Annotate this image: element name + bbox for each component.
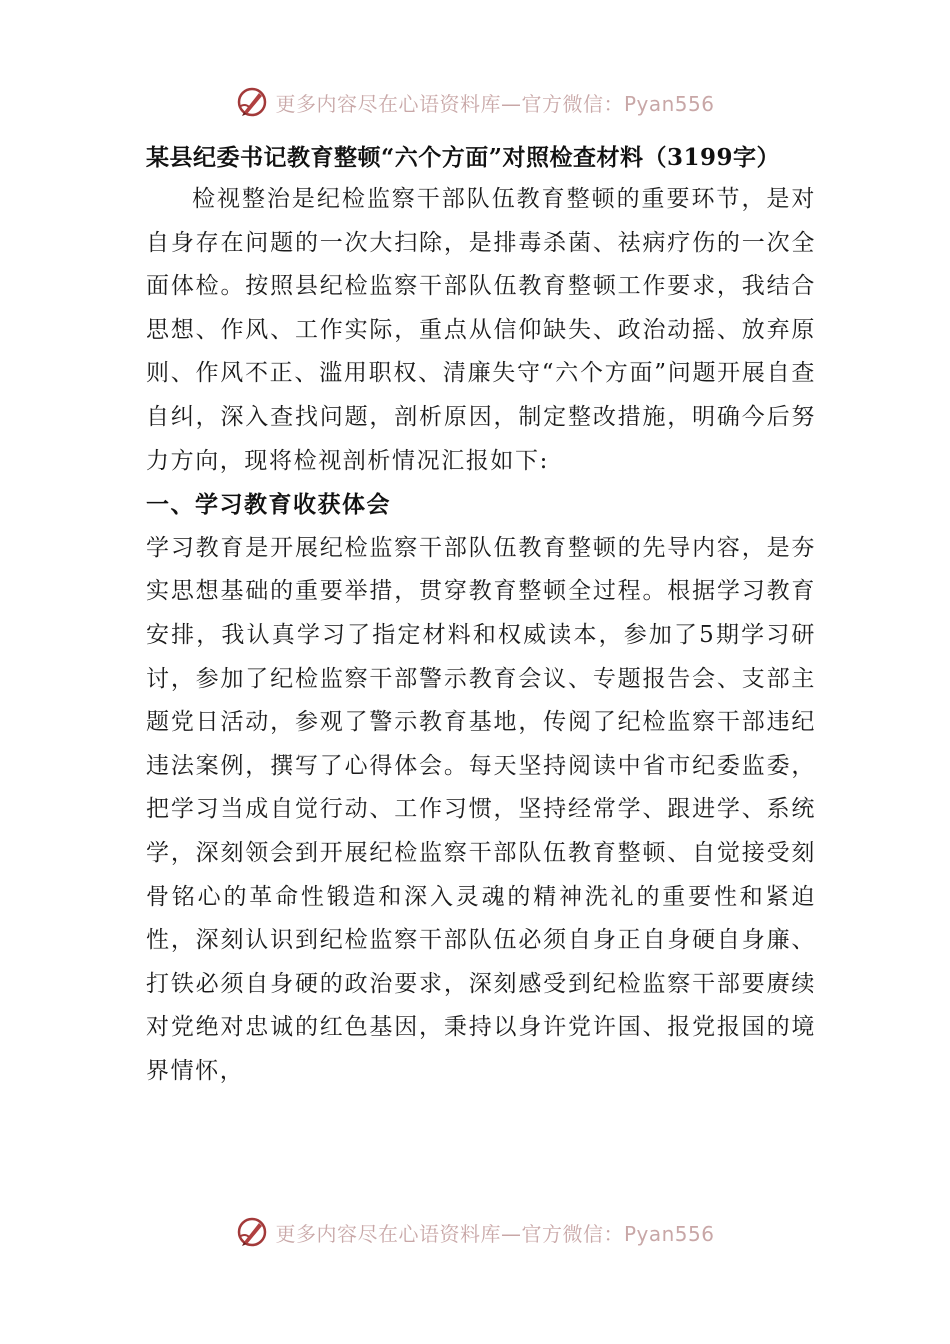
section-paragraph-1: 学习教育是开展纪检监察干部队伍教育整顿的先导内容，是夯实思想基础的重要举措，贯穿教育整顿全过程。根据学习教育安排，我认真学习了指定材料和权威读本，参加了5期学习研讨，参加了纪检监察干部警示教育会议、专题报告会、支部主题党日活动，参观了警示教育基地，传阅了纪检监察干部违纪违法案例，撰写了心得体会。每天坚持阅读中省市纪委监委，把学习当成自觉行动、工作习惯，坚持经常学、跟进学、系统学，深刻领会到开展纪检监察干部队伍教育整顿、自觉接受刻骨铭心的革命性锻造和深入灵魂的精神洗礼的重要性和紧迫性，深刻认识到纪检监察干部队伍必须自身正自身硬自身廉、打铁必须自身硬的政治要求，深刻感受到纪检监察干部要赓续对党绝对忠诚的红色基因，秉持以身许党许国、报党报国的境界情怀，: [146, 534, 816, 1084]
intro-paragraph: 检视整治是纪检监察干部队伍教育整顿的重要环节，是对自身存在问题的一次大扫除，是排毒杀菌、祛病疗伤的一次全面体检。按照县纪检监察干部队伍教育整顿工作要求，我结合思想、作风、工作实际，重点从信仰缺失、政治动摇、放弃原则、作风不正、滥用职权、清廉失守“六个方面”问题开展自查自纠，深入查找问题，剖析原因，制定整改措施，明确今后努力方向，现将检视剖析情况汇报如下:: [146, 186, 816, 474]
section-heading-1: 一、学习教育收获体会: [146, 491, 391, 519]
footer-banner: [0, 1212, 950, 1252]
document-body: [146, 140, 816, 1093]
header-banner: [0, 82, 950, 122]
footer-banner-text: 更多内容尽在心语资料库—官方微信：Pyan556: [275, 1221, 715, 1246]
pen-logo-icon: [235, 1215, 269, 1249]
header-banner-text: 更多内容尽在心语资料库—官方微信：Pyan556: [275, 91, 715, 116]
pen-logo-icon: [235, 85, 269, 119]
document-title: 某县纪委书记教育整顿“六个方面”对照检查材料（3199字）: [146, 144, 780, 171]
